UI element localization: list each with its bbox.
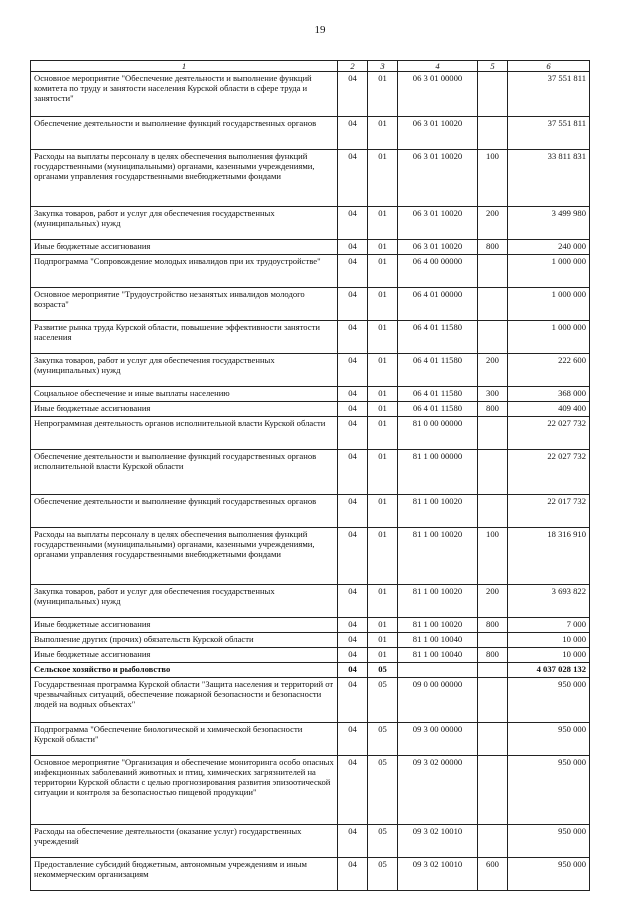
row-amount: 3 693 822 [508,585,590,618]
row-name: Сельское хозяйство и рыболовство [31,663,338,678]
row-subsection: 01 [368,633,398,648]
row-name: Закупка товаров, работ и услуг для обеспечения государственных (муниципальных) нужд [31,585,338,618]
row-section: 04 [338,117,368,150]
row-expense-type [478,321,508,354]
column-header-5: 5 [478,61,508,72]
row-target-code: 09 3 02 10010 [398,825,478,858]
table-row [31,417,590,450]
row-section: 04 [338,288,368,321]
row-section: 04 [338,450,368,495]
table-row [31,756,590,825]
row-section: 04 [338,150,368,207]
row-amount: 3 499 980 [508,207,590,240]
row-target-code: 06 3 01 10020 [398,207,478,240]
row-section: 04 [338,72,368,117]
row-section: 04 [338,825,368,858]
table-row [31,858,590,891]
table-row [31,495,590,528]
row-section: 04 [338,528,368,585]
row-subsection: 01 [368,387,398,402]
row-subsection: 01 [368,528,398,585]
row-section: 04 [338,207,368,240]
row-name: Основное мероприятие "Трудоустройство незанятых инвалидов молодого возраста" [31,288,338,321]
row-section: 04 [338,723,368,756]
row-expense-type [478,723,508,756]
row-target-code: 81 1 00 10020 [398,585,478,618]
table-row [31,288,590,321]
row-section: 04 [338,633,368,648]
row-target-code: 09 3 02 10010 [398,858,478,891]
column-header-3: 3 [368,61,398,72]
row-amount: 10 000 [508,633,590,648]
row-expense-type [478,72,508,117]
row-name: Основное мероприятие "Обеспечение деятельности и выполнение функций комитета по труду и занятости населения Курской области в сфере труда и занятости" [31,72,338,117]
table-row [31,402,590,417]
row-section: 04 [338,240,368,255]
row-amount: 37 551 811 [508,72,590,117]
row-section: 04 [338,858,368,891]
row-name: Иные бюджетные ассигнования [31,402,338,417]
row-amount: 1 000 000 [508,321,590,354]
row-section: 04 [338,417,368,450]
row-name: Выполнение других (прочих) обязательств Курской области [31,633,338,648]
table-row [31,528,590,585]
row-expense-type [478,450,508,495]
table-row [31,450,590,495]
row-subsection: 05 [368,858,398,891]
table-row [31,240,590,255]
row-name: Развитие рынка труда Курской области, повышение эффективности занятости населения [31,321,338,354]
table-row [31,618,590,633]
row-section: 04 [338,618,368,633]
row-target-code: 09 3 00 00000 [398,723,478,756]
row-section: 04 [338,495,368,528]
row-name: Государственная программа Курской области "Защита населения и территорий от чрезвычайных ситуаций, обеспечение пожарной безопасности и безопасности людей на водных объектах" [31,678,338,723]
row-subsection: 05 [368,663,398,678]
row-expense-type [478,288,508,321]
table-row [31,825,590,858]
row-name: Обеспечение деятельности и выполнение функций государственных органов [31,117,338,150]
row-section: 04 [338,663,368,678]
row-section: 04 [338,756,368,825]
row-subsection: 01 [368,72,398,117]
row-subsection: 01 [368,207,398,240]
column-header-6: 6 [508,61,590,72]
row-subsection: 01 [368,354,398,387]
row-expense-type: 800 [478,402,508,417]
row-target-code: 06 3 01 10020 [398,240,478,255]
row-expense-type: 100 [478,528,508,585]
row-section: 04 [338,387,368,402]
row-amount: 222 600 [508,354,590,387]
row-expense-type [478,756,508,825]
row-section: 04 [338,648,368,663]
row-name: Иные бюджетные ассигнования [31,618,338,633]
row-subsection: 05 [368,756,398,825]
row-amount: 368 000 [508,387,590,402]
row-name: Расходы на выплаты персоналу в целях обеспечения выполнения функций государственными (муниципальными) органами, казенными учреждениями, органами управления государственными внебюджетными фондами [31,528,338,585]
row-target-code: 81 1 00 10040 [398,633,478,648]
table-row [31,723,590,756]
row-name: Подпрограмма "Сопровождение молодых инвалидов при их трудоустройстве" [31,255,338,288]
row-expense-type: 800 [478,240,508,255]
row-amount: 240 000 [508,240,590,255]
row-amount: 950 000 [508,723,590,756]
row-target-code: 06 4 01 00000 [398,288,478,321]
row-target-code: 09 3 02 00000 [398,756,478,825]
row-section: 04 [338,354,368,387]
row-name: Непрограммная деятельность органов исполнительной власти Курской области [31,417,338,450]
row-target-code: 81 1 00 10020 [398,528,478,585]
row-expense-type [478,117,508,150]
row-name: Основное мероприятие "Организация и обеспечение мониторинга особо опасных инфекционных заболеваний животных и птиц, химических загрязнителей на территории Курской области с целью прогнозирования развития эпизоотической ситуации и контроля за безопасностью пищевой продукции" [31,756,338,825]
row-section: 04 [338,678,368,723]
row-expense-type [478,417,508,450]
row-target-code: 06 4 01 11580 [398,354,478,387]
row-name: Иные бюджетные ассигнования [31,648,338,663]
table-row [31,72,590,117]
row-amount: 409 400 [508,402,590,417]
row-expense-type: 800 [478,618,508,633]
column-header-1: 1 [31,61,338,72]
row-amount: 950 000 [508,825,590,858]
table-row [31,207,590,240]
row-name: Закупка товаров, работ и услуг для обеспечения государственных (муниципальных) нужд [31,354,338,387]
row-subsection: 01 [368,255,398,288]
column-header-2: 2 [338,61,368,72]
row-target-code: 06 3 01 10020 [398,150,478,207]
column-header-4: 4 [398,61,478,72]
row-expense-type [478,495,508,528]
row-name: Предоставление субсидий бюджетным, автономным учреждениям и иным некоммерческим организациям [31,858,338,891]
row-subsection: 01 [368,648,398,663]
row-subsection: 01 [368,240,398,255]
row-subsection: 01 [368,585,398,618]
row-target-code [398,663,478,678]
row-expense-type [478,633,508,648]
table-header-row [31,61,590,72]
budget-table [30,60,590,891]
row-amount: 950 000 [508,756,590,825]
row-amount: 22 017 732 [508,495,590,528]
table-row [31,633,590,648]
row-subsection: 01 [368,321,398,354]
row-name: Обеспечение деятельности и выполнение функций государственных органов [31,495,338,528]
row-expense-type: 600 [478,858,508,891]
row-subsection: 05 [368,678,398,723]
row-section: 04 [338,255,368,288]
row-expense-type: 100 [478,150,508,207]
row-target-code: 81 1 00 00000 [398,450,478,495]
row-target-code: 06 4 00 00000 [398,255,478,288]
row-target-code: 06 3 01 10020 [398,117,478,150]
row-name: Закупка товаров, работ и услуг для обеспечения государственных (муниципальных) нужд [31,207,338,240]
row-subsection: 05 [368,723,398,756]
row-amount: 22 027 732 [508,450,590,495]
table-row [31,663,590,678]
row-amount: 1 000 000 [508,255,590,288]
table-row [31,354,590,387]
row-name: Социальное обеспечение и иные выплаты населению [31,387,338,402]
row-subsection: 01 [368,618,398,633]
page-number: 19 [314,24,326,36]
row-target-code: 06 4 01 11580 [398,402,478,417]
row-target-code: 81 1 00 10040 [398,648,478,663]
row-target-code: 81 1 00 10020 [398,495,478,528]
row-expense-type [478,825,508,858]
row-amount: 1 000 000 [508,288,590,321]
row-section: 04 [338,585,368,618]
table-row [31,150,590,207]
row-target-code: 09 0 00 00000 [398,678,478,723]
table-row [31,117,590,150]
row-amount: 18 316 910 [508,528,590,585]
row-amount: 10 000 [508,648,590,663]
row-target-code: 06 4 01 11580 [398,387,478,402]
row-subsection: 01 [368,417,398,450]
row-subsection: 01 [368,495,398,528]
row-expense-type: 200 [478,207,508,240]
row-expense-type: 300 [478,387,508,402]
row-subsection: 05 [368,825,398,858]
table-row [31,321,590,354]
row-subsection: 01 [368,402,398,417]
row-subsection: 01 [368,150,398,207]
row-name: Обеспечение деятельности и выполнение функций государственных органов исполнительной власти Курской области [31,450,338,495]
row-amount: 33 811 831 [508,150,590,207]
table-row [31,387,590,402]
row-amount: 22 027 732 [508,417,590,450]
table-row [31,255,590,288]
row-amount: 7 000 [508,618,590,633]
row-subsection: 01 [368,450,398,495]
table-row [31,648,590,663]
row-expense-type: 200 [478,585,508,618]
row-expense-type [478,255,508,288]
row-subsection: 01 [368,288,398,321]
row-amount: 950 000 [508,678,590,723]
row-target-code: 81 1 00 10020 [398,618,478,633]
row-target-code: 06 3 01 00000 [398,72,478,117]
row-amount: 37 551 811 [508,117,590,150]
row-name: Расходы на обеспечение деятельности (оказание услуг) государственных учреждений [31,825,338,858]
row-target-code: 06 4 01 11580 [398,321,478,354]
row-expense-type [478,678,508,723]
row-expense-type: 200 [478,354,508,387]
row-target-code: 81 0 00 00000 [398,417,478,450]
row-expense-type [478,663,508,678]
table-row [31,678,590,723]
row-name: Расходы на выплаты персоналу в целях обеспечения выполнения функций государственными (муниципальными) органами, казенными учреждениями, органами управления государственными внебюджетными фондами [31,150,338,207]
row-amount: 950 000 [508,858,590,891]
row-name: Иные бюджетные ассигнования [31,240,338,255]
row-section: 04 [338,321,368,354]
row-name: Подпрограмма "Обеспечение биологической и химической безопасности Курской области" [31,723,338,756]
row-expense-type: 800 [478,648,508,663]
table-row [31,585,590,618]
row-section: 04 [338,402,368,417]
row-amount: 4 037 028 132 [508,663,590,678]
row-subsection: 01 [368,117,398,150]
